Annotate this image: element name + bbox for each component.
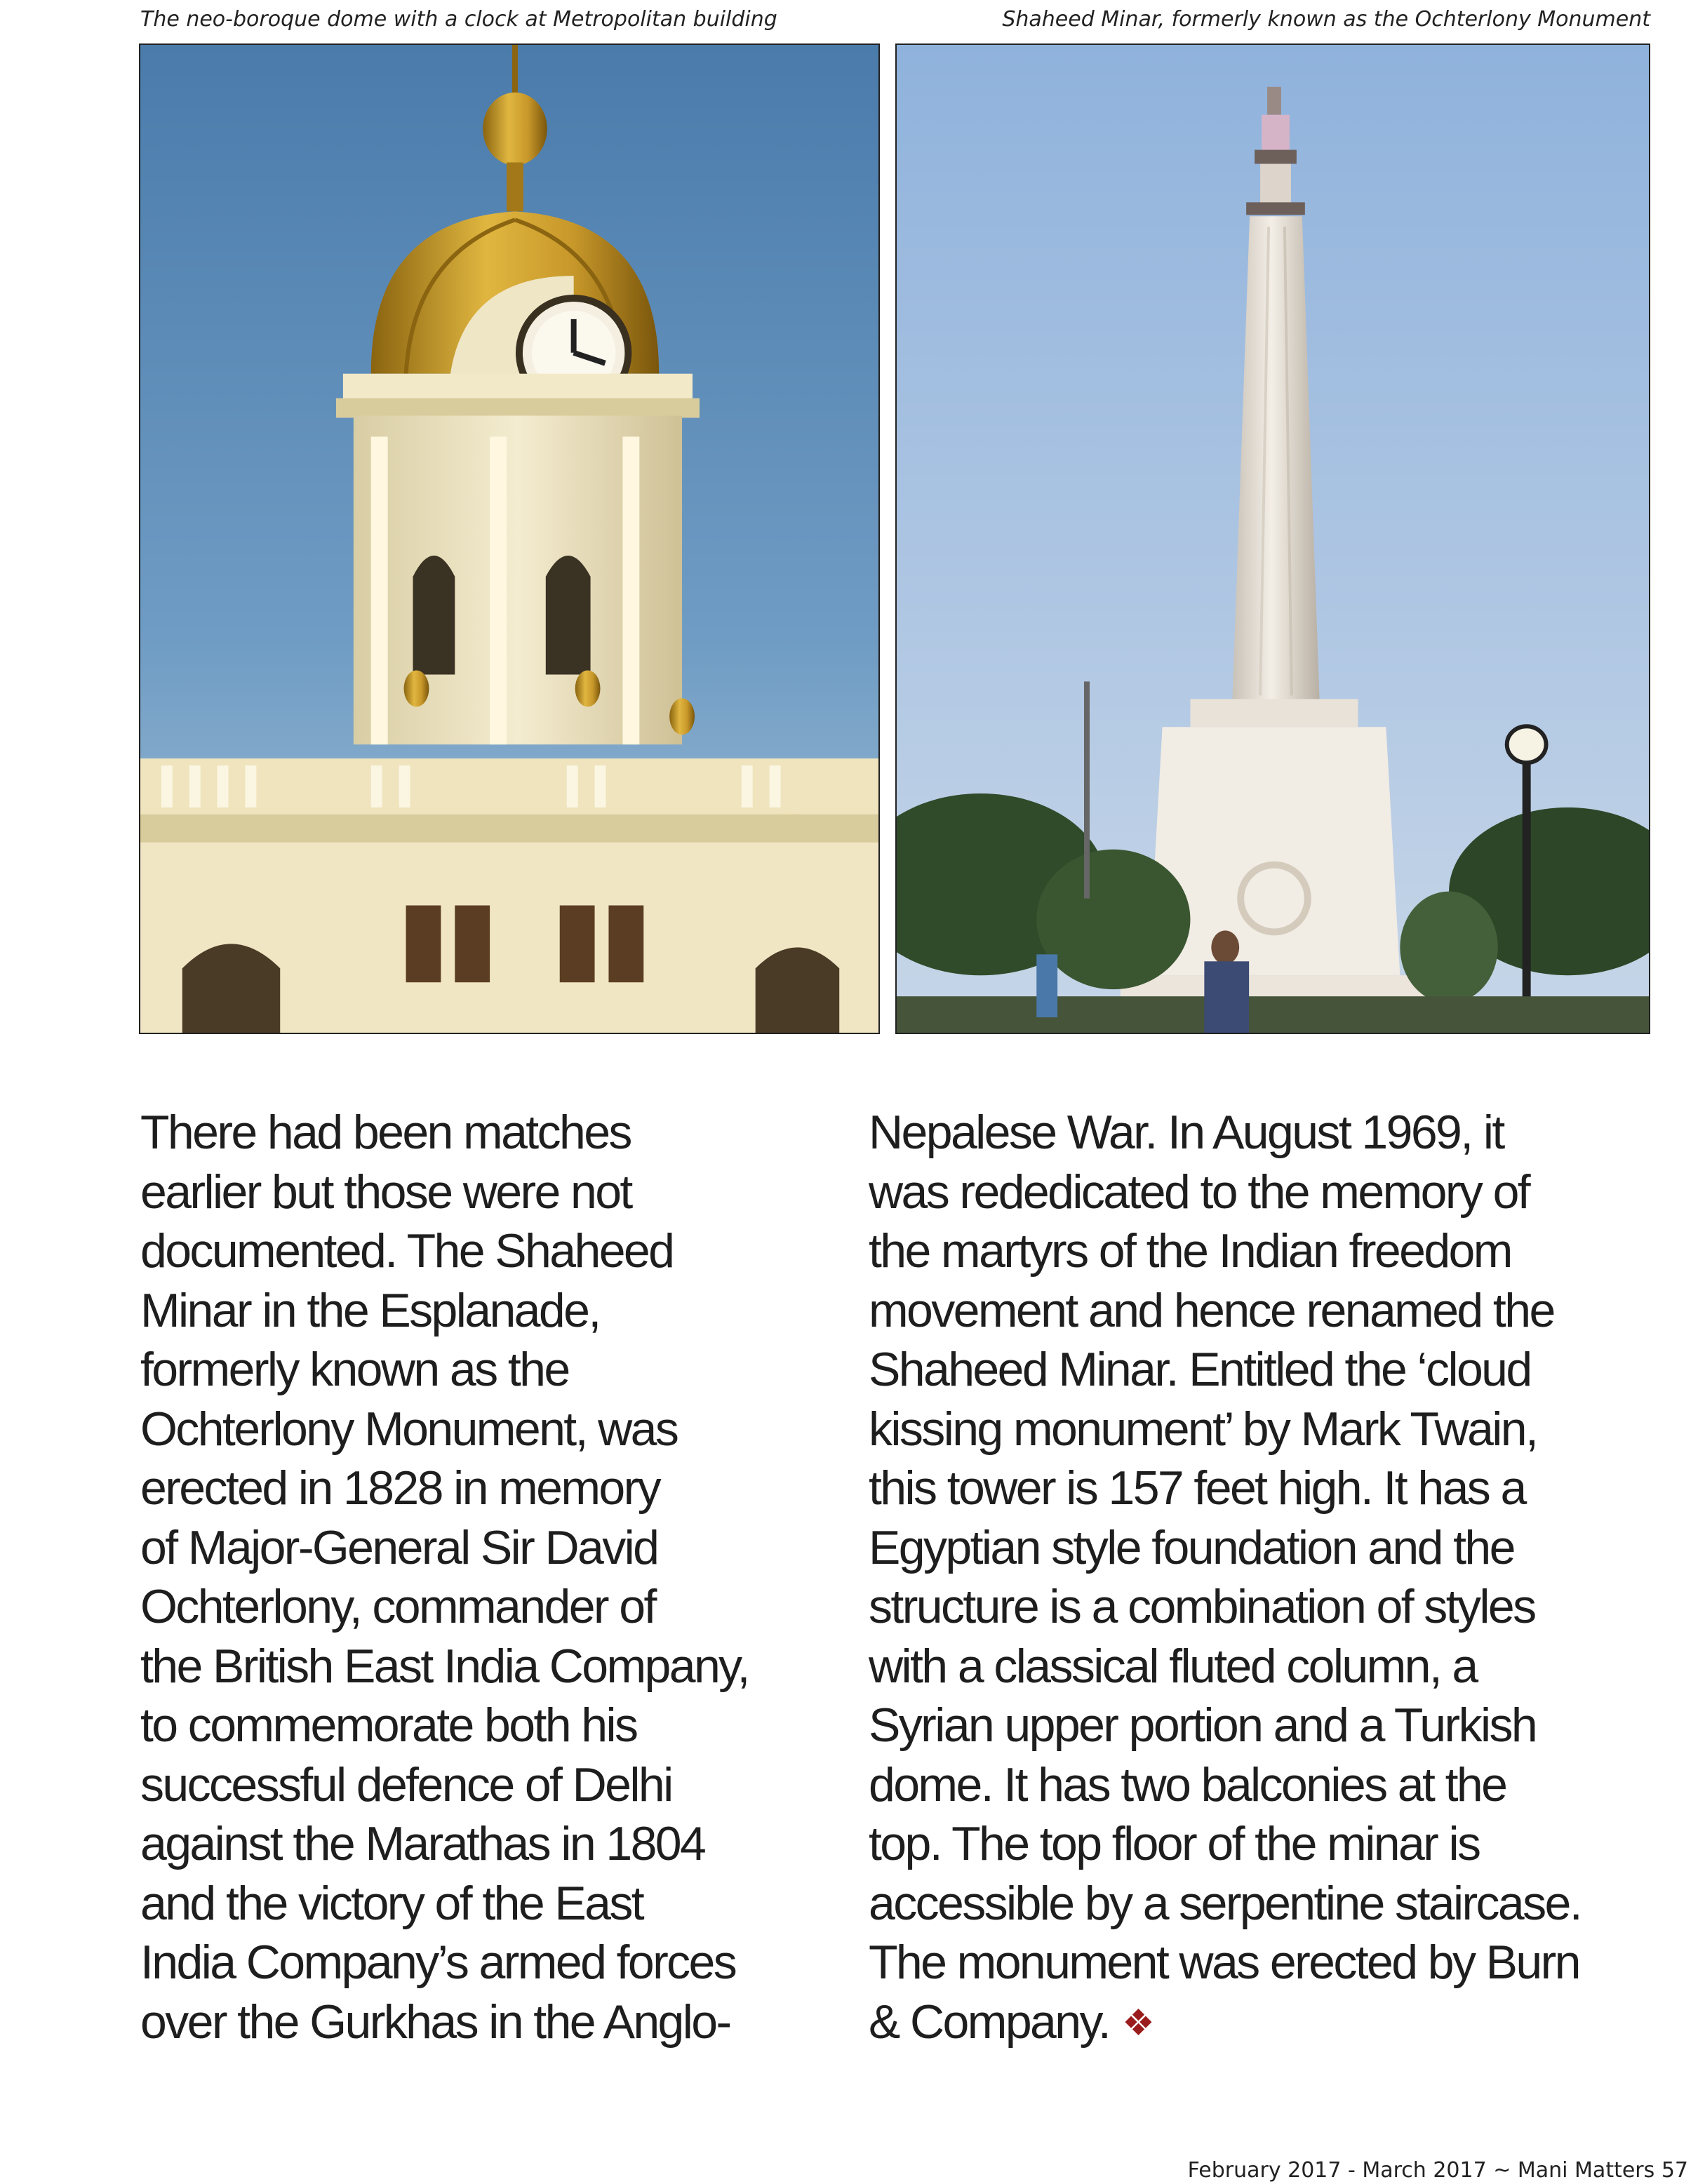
text-line: to commemorate both his [140,1699,637,1752]
text-line: movement and hence renamed the [869,1283,1554,1337]
text-line: of Major-General Sir David [140,1520,658,1574]
text-line-final: & Company. [869,1995,1110,2049]
text-line: erected in 1828 in memory [140,1461,660,1515]
text-line: the martyrs of the Indian freedom [869,1224,1511,1278]
shaheed-minar-photo [895,43,1650,1034]
shaheed-minar-illustration [897,45,1649,1033]
metropolitan-dome-illustration [140,45,878,1033]
text-line: There had been matches [140,1106,631,1159]
text-line: the British East India Company, [140,1639,749,1693]
text-line: accessible by a serpentine staircase. [869,1876,1582,1930]
text-line: successful defence of Delhi [140,1757,672,1811]
text-line: Ochterlony Monument, was [140,1402,678,1456]
text-line: India Company’s armed forces [140,1936,736,1989]
page-number: 57 [1661,2158,1688,2183]
text-line: Syrian upper portion and a Turkish [869,1699,1537,1752]
text-line: The monument was erected by Burn [869,1936,1579,1989]
text-line: against the Marathas in 1804 [140,1817,705,1870]
text-line: Minar in the Esplanade, [140,1283,600,1337]
text-line: kissing monument’ by Mark Twain, [869,1402,1537,1456]
footer-issue-title: February 2017 - March 2017 ~ Mani Matters [1187,2158,1655,2183]
text-line-last [869,1992,1654,2054]
article-column-right [869,1103,1654,2053]
metropolitan-dome-photo [139,43,880,1034]
text-line: over the Gurkhas in the Anglo- [140,1995,730,2049]
text-line: Nepalese War. In August 1969, it [869,1106,1504,1159]
photo-caption-right: Shaheed Minar, formerly known as the Ochterlony Monument [1002,7,1650,32]
text-line: documented. The Shaheed [140,1224,674,1278]
text-line: with a classical fluted column, a [869,1639,1477,1693]
article-column-left [140,1103,870,2051]
text-line: top. The top floor of the minar is [869,1817,1480,1870]
text-line: Ochterlony, commander of [140,1580,655,1633]
page-footer [1188,2158,1688,2183]
text-line: dome. It has two balconies at the [869,1757,1506,1811]
text-line: earlier but those were not [140,1165,631,1219]
photo-caption-left: The neo-boroque dome with a clock at Metropolitan building [140,7,777,32]
text-line: structure is a combination of styles [869,1580,1535,1633]
text-line: Shaheed Minar. Entitled the ‘cloud [869,1343,1531,1396]
text-line: was rededicated to the memory of [869,1165,1530,1219]
text-line: and the victory of the East [140,1876,643,1930]
text-line: this tower is 157 feet high. It has a [869,1461,1525,1515]
end-of-article-icon: ❖ [1122,2002,1155,2044]
text-line: formerly known as the [140,1343,569,1396]
text-line: Egyptian style foundation and the [869,1520,1514,1574]
